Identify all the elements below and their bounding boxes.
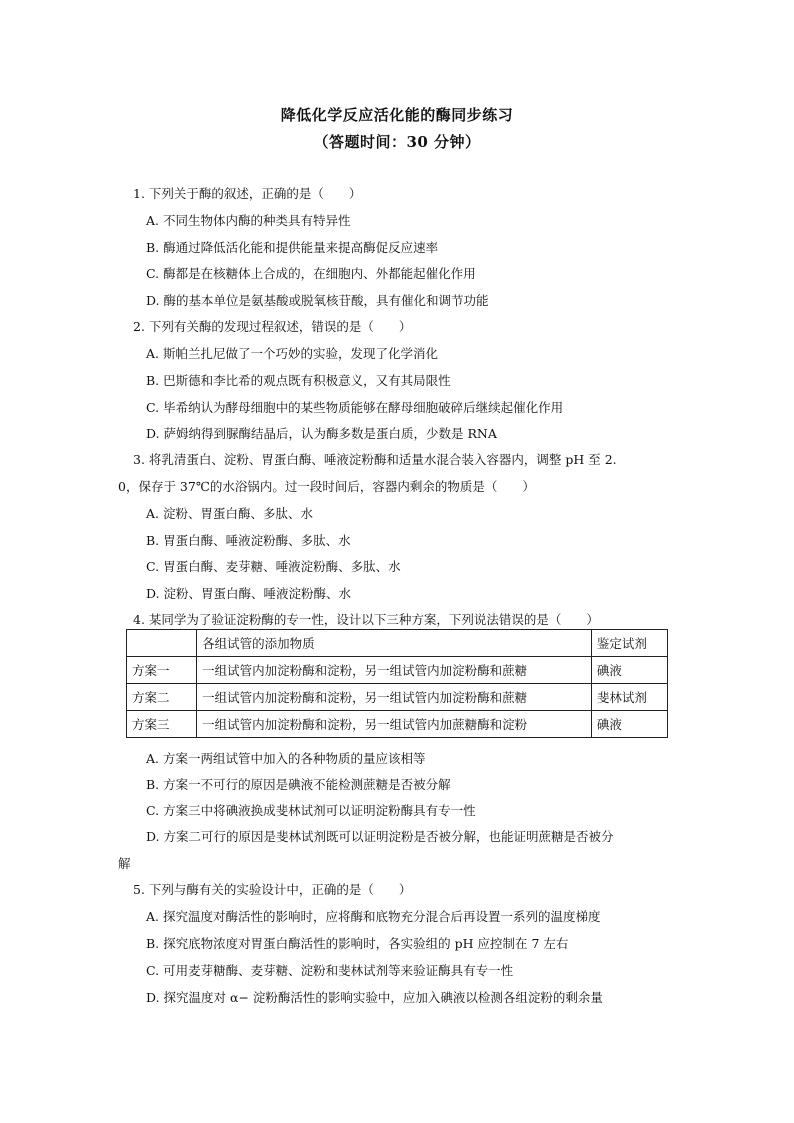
- table-cell: 方案二: [127, 684, 197, 711]
- question-1-option-c: C. 酶都是在核糖体上合成的，在细胞内、外都能起催化作用: [146, 266, 476, 281]
- table-row: [127, 711, 668, 738]
- question-5-option-a: A. 探究温度对酶活性的影响时，应将酶和底物充分混合后再设置一系列的温度梯度: [146, 909, 601, 924]
- table-row: [127, 684, 668, 711]
- question-4-option-d-continuation: 解: [118, 856, 131, 871]
- table-cell: 碘液: [591, 711, 667, 738]
- page-title: 降低化学反应活化能的酶同步练习: [280, 106, 514, 124]
- table-cell: 方案一: [127, 657, 197, 684]
- question-4-option-b: B. 方案一不可行的原因是碘液不能检测蔗糖是否被分解: [146, 777, 451, 792]
- question-3-option-c: C. 胃蛋白酶、麦芽糖、唾液淀粉酶、多肽、水: [146, 559, 401, 574]
- table-header-cell: [127, 630, 197, 657]
- question-4-option-c: C. 方案三中将碘液换成斐林试剂可以证明淀粉酶具有专一性: [146, 803, 476, 818]
- question-4-option-d: D. 方案二可行的原因是斐林试剂既可以证明淀粉是否被分解，也能证明蔗糖是否被分: [146, 829, 614, 844]
- question-3-stem-continuation: 0，保存于 37℃的水浴锅内。过一段时间后，容器内剩余的物质是（ ）: [118, 479, 535, 494]
- question-4-stem: 4. 某同学为了验证淀粉酶的专一性，设计以下三种方案，下列说法错误的是（ ）: [133, 612, 599, 627]
- table-cell: 斐林试剂: [591, 684, 667, 711]
- question-5-option-b: B. 探究底物浓度对胃蛋白酶活性的影响时，各实验组的 pH 应控制在 7 左右: [146, 936, 569, 951]
- table-row: [127, 657, 668, 684]
- question-3-stem: 3. 将乳清蛋白、淀粉、胃蛋白酶、唾液淀粉酶和适量水混合装入容器内，调整 pH 至 2.: [133, 452, 617, 467]
- question-1-option-a: A. 不同生物体内酶的种类具有特异性: [146, 213, 351, 228]
- question-2-option-a: A. 斯帕兰扎尼做了一个巧妙的实验，发现了化学消化: [146, 346, 438, 361]
- question-1-option-b: B. 酶通过降低活化能和提供能量来提高酶促反应速率: [146, 240, 439, 255]
- table-cell: 一组试管内加淀粉酶和淀粉，另一组试管内加淀粉酶和蔗糖: [197, 684, 592, 711]
- question-2-option-b: B. 巴斯德和李比希的观点既有积极意义，又有其局限性: [146, 373, 451, 388]
- table-cell: 方案三: [127, 711, 197, 738]
- question-3-option-b: B. 胃蛋白酶、唾液淀粉酶、多肽、水: [146, 533, 351, 548]
- table-header-row: [127, 630, 668, 657]
- question-3-option-d: D. 淀粉、胃蛋白酶、唾液淀粉酶、水: [146, 586, 352, 601]
- page-subtitle: （答题时间：30 分钟）: [313, 133, 481, 151]
- question-5-stem: 5. 下列与酶有关的实验设计中，正确的是（ ）: [133, 882, 412, 897]
- table-cell: 一组试管内加淀粉酶和淀粉，另一组试管内加蔗糖酶和淀粉: [197, 711, 592, 738]
- table-cell: 一组试管内加淀粉酶和淀粉，另一组试管内加淀粉酶和蔗糖: [197, 657, 592, 684]
- question-2-stem: 2. 下列有关酶的发现过程叙述，错误的是（ ）: [133, 319, 412, 334]
- question-3-option-a: A. 淀粉、胃蛋白酶、多肽、水: [146, 506, 313, 521]
- table-cell: 碘液: [591, 657, 667, 684]
- question-4-option-a: A. 方案一两组试管中加入的各种物质的量应该相等: [146, 751, 426, 766]
- question-2-option-d: D. 萨姆纳得到脲酶结晶后，认为酶多数是蛋白质，少数是 RNA: [146, 426, 497, 441]
- table-header-cell: 鉴定试剂: [591, 630, 667, 657]
- question-1-option-d: D. 酶的基本单位是氨基酸或脱氧核苷酸，具有催化和调节功能: [146, 293, 489, 308]
- question-1-stem: 1. 下列关于酶的叙述，正确的是（ ）: [133, 186, 362, 201]
- question-5-option-c: C. 可用麦芽糖酶、麦芽糖、淀粉和斐林试剂等来验证酶具有专一性: [146, 963, 514, 978]
- table-header-cell: 各组试管的添加物质: [197, 630, 592, 657]
- question-2-option-c: C. 毕希纳认为酵母细胞中的某些物质能够在酵母细胞破碎后继续起催化作用: [146, 400, 564, 415]
- experiment-table: [126, 629, 668, 738]
- question-5-option-d: D. 探究温度对 α− 淀粉酶活性的影响实验中，应加入碘液以检测各组淀粉的剩余量: [146, 990, 603, 1005]
